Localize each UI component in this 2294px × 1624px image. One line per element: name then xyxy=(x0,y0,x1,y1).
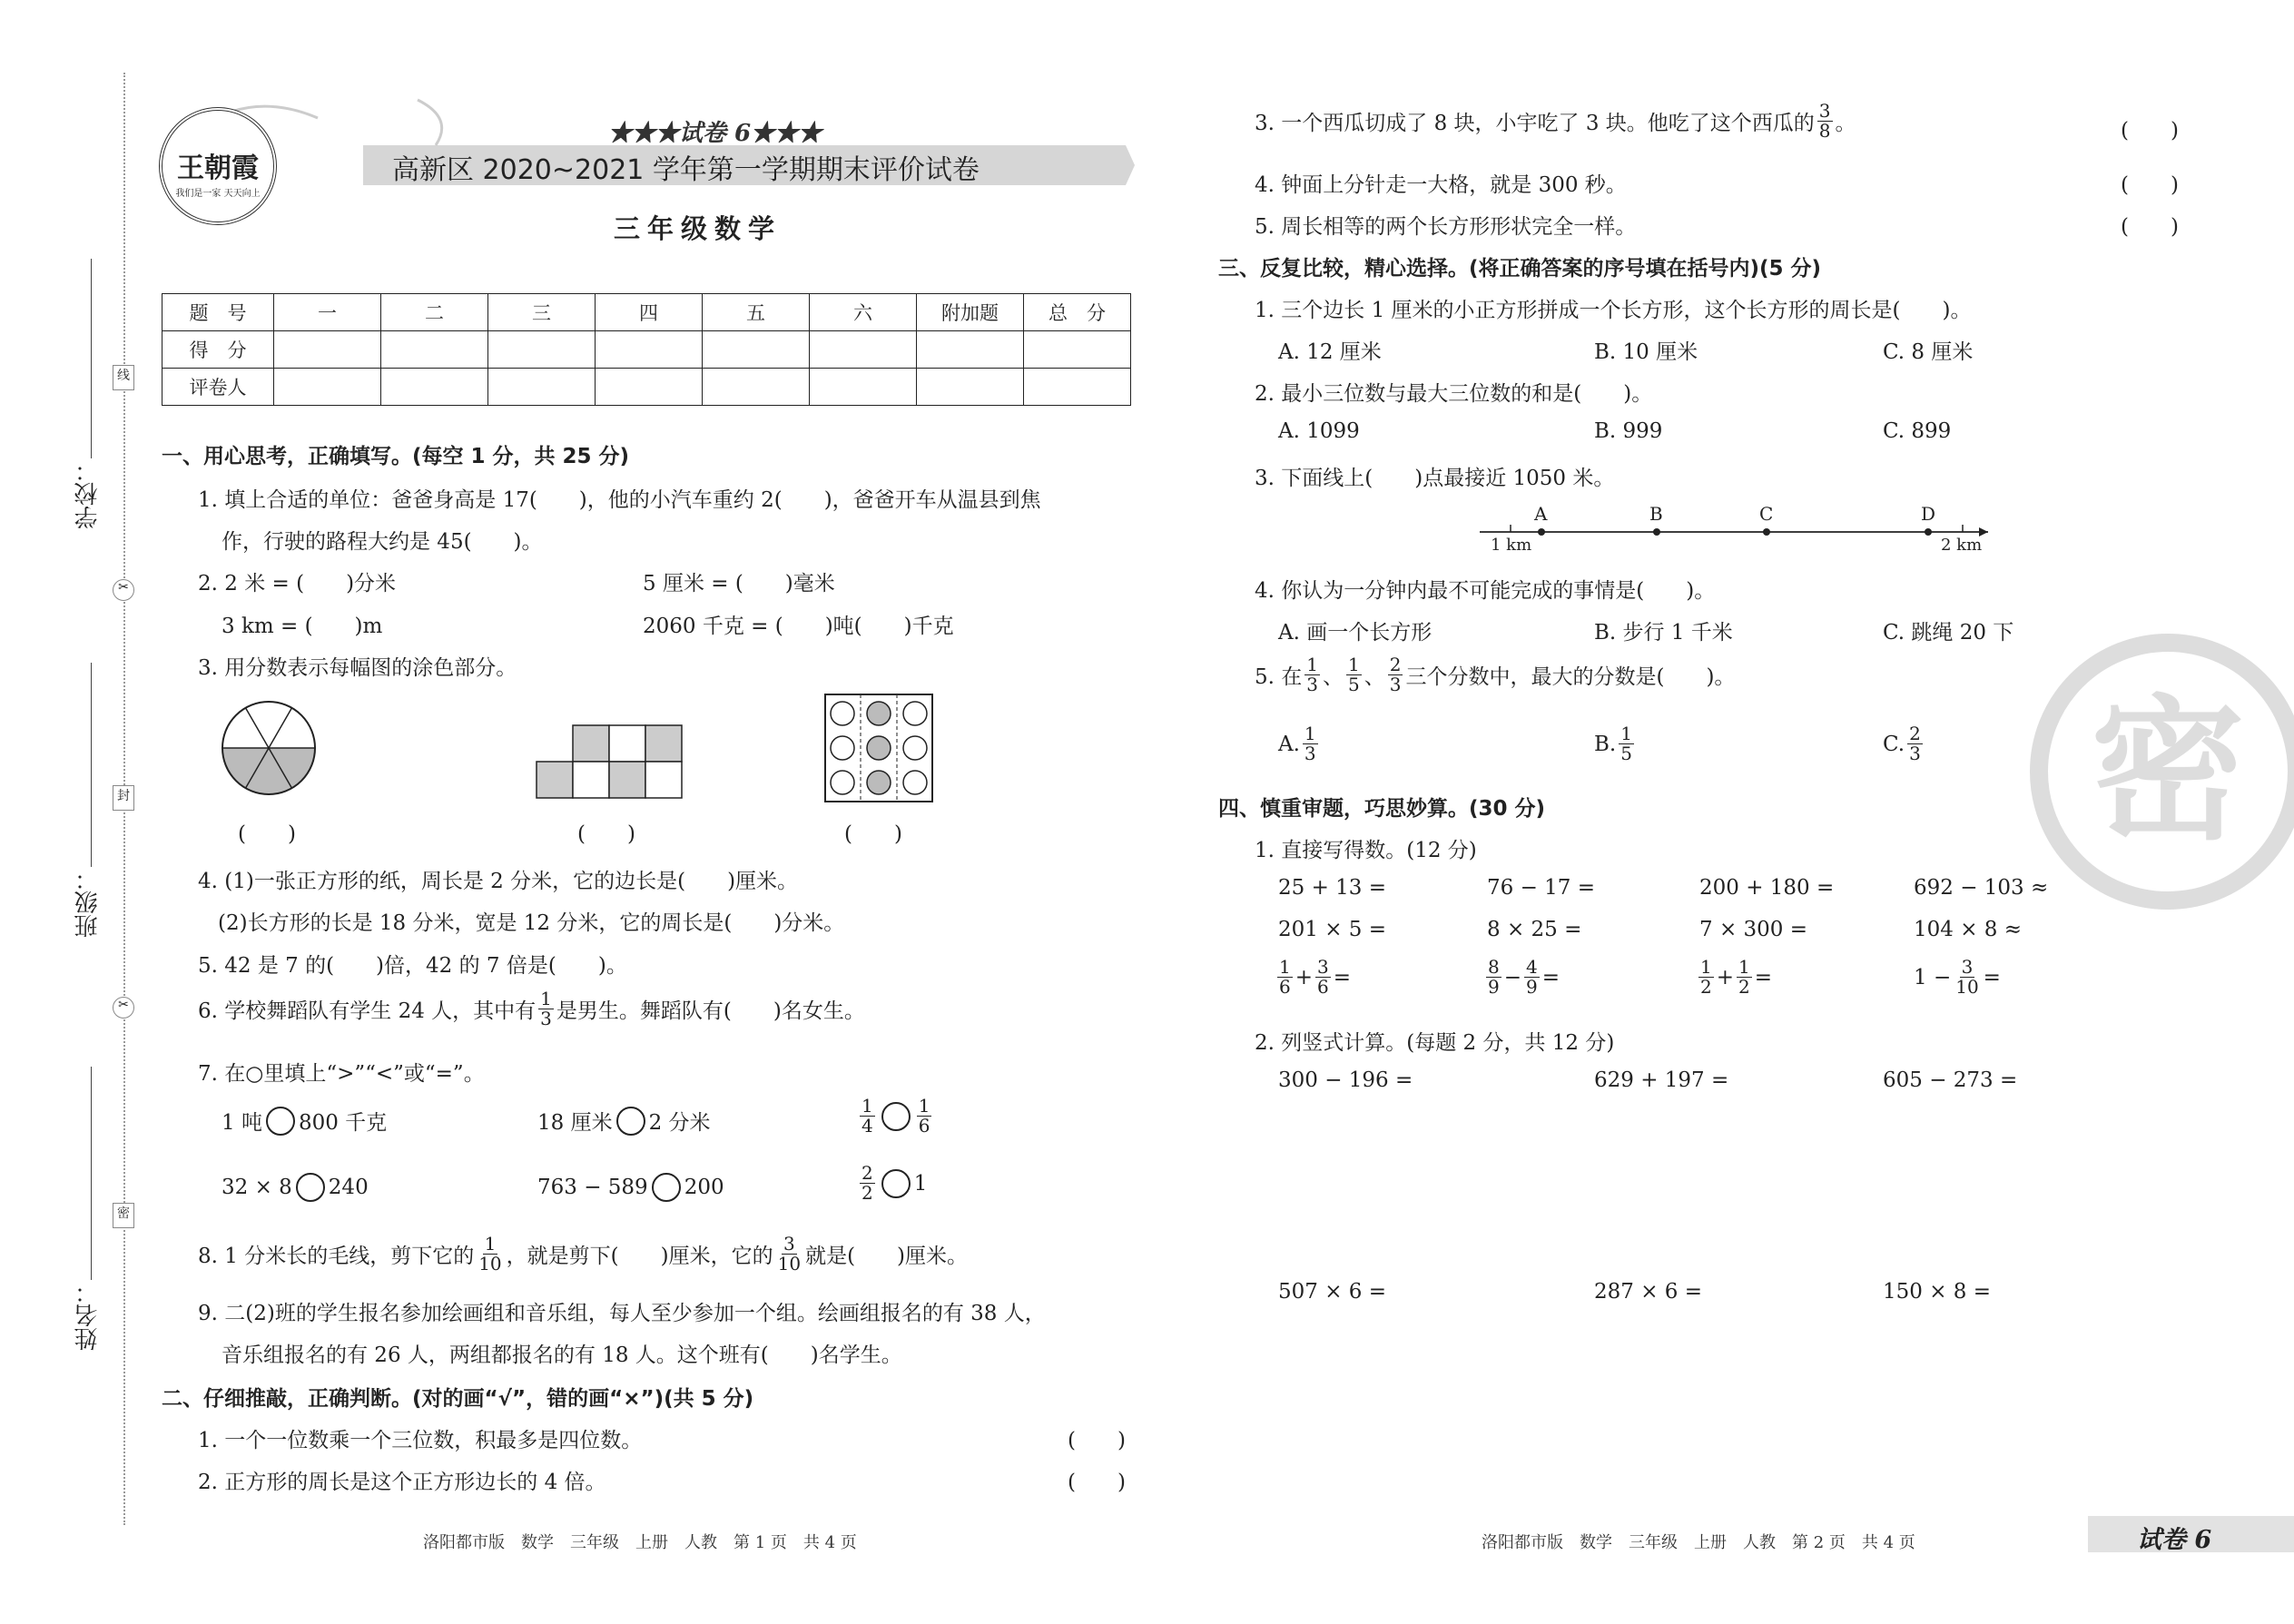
option-letter: B. xyxy=(1594,732,1617,756)
operator: + xyxy=(1295,965,1314,989)
denominator: 9 xyxy=(1526,976,1538,998)
judge-blank[interactable]: ( ) xyxy=(2121,173,2179,197)
score-row xyxy=(162,331,1131,369)
judge-blank[interactable]: ( ) xyxy=(1068,1471,1126,1494)
s4-p1: 1. 直接写得数。(12 分) xyxy=(1255,839,1477,862)
score-header-cell: 题 号 xyxy=(162,294,274,331)
s3-q4: 4. 你认为一分钟内最不可能完成的事情是( )。 xyxy=(1255,579,1716,603)
footer-left: 洛阳都市版 数学 三年级 上册 人教 第 1 页 共 4 页 xyxy=(423,1533,857,1552)
operator: − xyxy=(1503,965,1522,989)
s1-q6a: 6. 学校舞蹈队有学生 24 人，其中有 xyxy=(198,999,537,1023)
operator: + xyxy=(1716,965,1735,989)
answer-blank[interactable]: ( ) xyxy=(844,822,902,846)
compare-right: 2 分米 xyxy=(648,1111,711,1135)
compare-right: 200 xyxy=(684,1176,724,1199)
vertical-calc: 629 + 197 = xyxy=(1594,1068,1729,1092)
compare-right: 800 千克 xyxy=(298,1111,388,1135)
denominator: 5 xyxy=(1620,743,1632,764)
denominator: 6 xyxy=(1317,976,1329,998)
equals: = xyxy=(1983,965,2001,989)
equals: = xyxy=(1541,965,1561,989)
calc-item xyxy=(1696,958,1772,997)
denominator: 9 xyxy=(1488,976,1500,998)
seal-glyph: 密 xyxy=(2090,682,2246,861)
name-line xyxy=(91,1067,92,1280)
s1-q6b: 是男生。舞蹈队有( )名女生。 xyxy=(556,999,865,1023)
school-line xyxy=(91,259,92,458)
vertical-calc: 605 − 273 = xyxy=(1883,1068,2018,1092)
s1-q3: 3. 用分数表示每幅图的涂色部分。 xyxy=(198,656,517,680)
compare-circle[interactable] xyxy=(616,1107,645,1136)
numerator: 4 xyxy=(1526,956,1538,978)
school-label: 学校： xyxy=(74,458,102,529)
numerator: 3 xyxy=(1818,100,1831,122)
calc-item: 201 × 5 = xyxy=(1278,918,1387,941)
numerator: 1 xyxy=(1304,723,1316,744)
score-header-cell: 总 分 xyxy=(1024,294,1131,331)
calc-item: 25 + 13 = xyxy=(1278,876,1387,900)
numerator: 8 xyxy=(1488,956,1500,978)
denominator: 4 xyxy=(861,1115,873,1137)
point-label-c: C xyxy=(1759,503,1774,525)
compare-left: 1 吨 xyxy=(222,1111,262,1135)
denominator: 10 xyxy=(1955,976,1979,998)
denominator: 10 xyxy=(777,1253,802,1275)
numerator: 3 xyxy=(1961,956,1974,978)
numerator: 2 xyxy=(1909,723,1921,744)
option[interactable] xyxy=(1883,724,1925,763)
vertical-calc: 150 × 8 = xyxy=(1883,1280,1992,1304)
denominator: 6 xyxy=(918,1115,930,1137)
tick-label-left: 1 km xyxy=(1491,536,1532,555)
logo-text: 王朝霞 xyxy=(177,153,259,184)
denominator: 3 xyxy=(540,1008,552,1029)
section3-title: 三、反复比较，精心选择。(将正确答案的序号填在括号内)(5 分) xyxy=(1218,257,1822,281)
numerator: 3 xyxy=(1317,956,1329,978)
calc-item xyxy=(1483,958,1560,997)
score-cell[interactable] xyxy=(488,331,596,369)
s2-q3-end: 。 xyxy=(1835,112,1856,135)
score-header-cell: 四 xyxy=(596,294,703,331)
calc-item: 76 − 17 = xyxy=(1487,876,1596,900)
option[interactable]: B. 999 xyxy=(1594,419,1663,443)
logo-badge xyxy=(159,107,277,225)
denominator: 8 xyxy=(1818,120,1831,142)
class-line xyxy=(91,663,92,867)
denominator: 3 xyxy=(1389,674,1402,695)
s1-q2c: 3 km = ( )m xyxy=(222,615,383,638)
s3-q3: 3. 下面线上( )点最接近 1050 米。 xyxy=(1255,467,1615,490)
name-label: 姓名： xyxy=(74,1280,102,1351)
equals: = xyxy=(1754,965,1773,989)
s2-q3a: 3. 一个西瓜切成了 8 块，小宇吃了 3 块。他吃了这个西瓜的 xyxy=(1255,112,1815,135)
page-subtitle: 三年级数学 xyxy=(614,213,783,244)
answer-blank[interactable]: ( ) xyxy=(577,822,635,846)
squares-figure xyxy=(536,724,683,799)
score-cell[interactable] xyxy=(274,331,381,369)
section1-title: 一、用心思考，正确填写。(每空 1 分，共 25 分) xyxy=(162,445,630,468)
denominator: 2 xyxy=(861,1182,873,1204)
s1-q9a: 9. 二(2)班的学生报名参加绘画组和音乐组，每人至少参加一个组。绘画组报名的有 38 人， xyxy=(198,1302,1046,1325)
denominator: 3 xyxy=(1304,743,1316,764)
s2-q5: 5. 周长相等的两个长方形形状完全一样。 xyxy=(1255,215,1637,239)
denominator: 3 xyxy=(1909,743,1921,764)
option[interactable]: A. 画一个长方形 xyxy=(1278,621,1433,645)
compare-circle[interactable] xyxy=(266,1107,295,1136)
numerator: 1 xyxy=(918,1095,930,1117)
grader-cell[interactable] xyxy=(703,369,810,406)
score-header-cell: 三 xyxy=(488,294,596,331)
s1-q8 xyxy=(198,1235,968,1274)
grader-cell[interactable] xyxy=(488,369,596,406)
answer-blank[interactable]: ( ) xyxy=(238,822,296,846)
s1-q7: 7. 在○里填上“>”“<”或“=”。 xyxy=(198,1062,485,1086)
s3-q1: 1. 三个边长 1 厘米的小正方形拼成一个长方形，这个长方形的周长是( )。 xyxy=(1255,299,1972,322)
option[interactable]: C. 跳绳 20 下 xyxy=(1883,621,2014,645)
s2-q2: 2. 正方形的周长是这个正方形边长的 4 倍。 xyxy=(198,1471,606,1494)
option-letter: A. xyxy=(1278,732,1300,756)
s1-q2a: 2. 2 米 = ( )分米 xyxy=(198,572,397,595)
calc-item xyxy=(1914,958,2001,997)
s1-q2d: 2060 千克 = ( )吨( )千克 xyxy=(643,615,954,638)
grader-cell[interactable] xyxy=(1024,369,1131,406)
s1-q4b: (2)长方形的长是 18 分米，宽是 12 分米，它的周长是( )分米。 xyxy=(218,911,845,935)
score-cell[interactable] xyxy=(381,331,488,369)
numerator: 1 xyxy=(1738,956,1750,978)
numerator: 1 xyxy=(1279,956,1291,978)
compare-circle[interactable] xyxy=(652,1173,681,1202)
option-letter: C. xyxy=(1883,732,1905,756)
paper-badge: ★★★试卷 6★★★ xyxy=(608,120,822,147)
s1-q2b: 5 厘米 = ( )毫米 xyxy=(643,572,835,595)
denominator: 2 xyxy=(1700,976,1712,998)
fraction-one-third xyxy=(538,989,554,1029)
cut-icon: ✂ xyxy=(113,579,134,601)
option[interactable]: C. 8 厘米 xyxy=(1883,340,1974,364)
numerator: 1 xyxy=(1700,956,1712,978)
compare-right: 1 xyxy=(913,1171,928,1196)
dots-grid-figure xyxy=(824,694,933,802)
grader-cell[interactable] xyxy=(596,369,703,406)
vertical-calc: 507 × 6 = xyxy=(1278,1280,1387,1304)
option[interactable]: A. 1099 xyxy=(1278,419,1360,443)
numerator: 2 xyxy=(861,1162,873,1184)
s1-q8c: 就是( )厘米。 xyxy=(805,1245,969,1268)
calc-item: 8 × 25 = xyxy=(1487,918,1582,941)
compare-right: 240 xyxy=(328,1176,369,1199)
section2-title: 二、仔细推敲，正确判断。(对的画“√”，错的画“×”)(共 5 分) xyxy=(162,1387,754,1411)
score-cell[interactable] xyxy=(596,331,703,369)
calc-item: 692 − 103 ≈ xyxy=(1914,876,2049,900)
calc-item: 104 × 8 ≈ xyxy=(1914,918,2023,941)
compare-row xyxy=(222,1173,369,1202)
score-header-cell: 附加题 xyxy=(917,294,1024,331)
numerator: 1 xyxy=(1348,654,1360,675)
denominator: 5 xyxy=(1348,674,1360,695)
s1-q6 xyxy=(198,989,865,1029)
compare-left: 763 − 589 xyxy=(537,1176,648,1199)
s1-q5: 5. 42 是 7 的( )倍，42 的 7 倍是( )。 xyxy=(198,954,627,978)
option[interactable]: B. 步行 1 千米 xyxy=(1594,621,1733,645)
s3-q5: 5. 在 $\frac{1}{3}$ 、 $\frac{1}{5}$ 、 $\frac{2}{3}$ 三个分数中，最大的分数是( )。 xyxy=(1255,654,1736,695)
compare-row xyxy=(537,1173,724,1202)
cut-icon: ✂ xyxy=(113,997,134,1019)
point-label-b: B xyxy=(1649,503,1663,525)
grader-cell[interactable] xyxy=(810,369,917,406)
denominator: 10 xyxy=(478,1253,502,1275)
score-cell[interactable] xyxy=(810,331,917,369)
score-cell[interactable] xyxy=(703,331,810,369)
compare-row xyxy=(857,1164,927,1203)
score-header-cell: 一 xyxy=(274,294,381,331)
score-row-label: 得 分 xyxy=(162,331,274,369)
numerator: 2 xyxy=(1389,654,1402,675)
option[interactable]: B. 10 厘米 xyxy=(1594,340,1698,364)
point-label-d: D xyxy=(1921,503,1936,525)
s4-p2: 2. 列竖式计算。(每题 2 分，共 12 分) xyxy=(1255,1031,1615,1055)
denominator: 2 xyxy=(1738,976,1750,998)
grader-cell[interactable] xyxy=(274,369,381,406)
s1-q8a: 8. 1 分米长的毛线，剪下它的 xyxy=(198,1245,475,1268)
s1-q9b: 音乐组报名的有 26 人，两组都报名的有 18 人。这个班有( )名学生。 xyxy=(222,1343,902,1367)
s3-q5a: 5. 在 xyxy=(1255,665,1303,689)
numerator: 1 xyxy=(484,1233,497,1255)
s2-q1: 1. 一个一位数乘一个三位数，积最多是四位数。 xyxy=(198,1429,643,1452)
compare-left: 18 厘米 xyxy=(537,1111,613,1135)
calc-item: 7 × 300 = xyxy=(1699,918,1808,941)
seal-mark: 封 xyxy=(113,785,134,811)
secret-mark: 密 xyxy=(113,1203,134,1228)
number-line xyxy=(1471,505,1997,559)
compare-row xyxy=(857,1097,934,1136)
s3-q2: 2. 最小三位数与最大三位数的和是( )。 xyxy=(1255,382,1653,406)
compare-row xyxy=(537,1106,711,1136)
operator: 1 − xyxy=(1914,965,1952,989)
score-header-cell: 二 xyxy=(381,294,488,331)
denominator: 3 xyxy=(1306,674,1318,695)
s3-q5b: 三个分数中，最大的分数是( )。 xyxy=(1405,665,1736,689)
logo-sub2: 天天向上 xyxy=(223,189,261,199)
compare-row xyxy=(222,1106,387,1136)
numerator: 1 xyxy=(1306,654,1318,675)
option[interactable] xyxy=(1278,724,1321,763)
judge-blank[interactable]: ( ) xyxy=(2121,119,2179,143)
numerator: 1 xyxy=(1620,723,1632,744)
numerator: 3 xyxy=(783,1233,795,1255)
calc-item: 200 + 180 = xyxy=(1699,876,1835,900)
score-header-cell: 六 xyxy=(810,294,917,331)
judge-blank[interactable]: ( ) xyxy=(1068,1429,1126,1452)
s1-q1b: 作，行驶的路程大约是 45( )。 xyxy=(222,530,543,554)
logo-sub1: 我们是一家 xyxy=(175,189,222,199)
score-cell[interactable] xyxy=(1024,331,1131,369)
score-header-row xyxy=(162,294,1131,331)
s1-q8b: ，就是剪下( )厘米，它的 xyxy=(506,1245,773,1268)
s1-q1a: 1. 填上合适的单位：爸爸身高是 17( )，他的小汽车重约 2( )，爸爸开车从温县到焦 xyxy=(198,488,1041,512)
calc-item xyxy=(1275,958,1351,997)
footer-tag: 试卷 6 xyxy=(2137,1526,2212,1554)
grader-cell[interactable] xyxy=(381,369,488,406)
judge-blank[interactable]: ( ) xyxy=(2121,215,2179,239)
section4-title: 四、慎重审题，巧思妙算。(30 分) xyxy=(1218,797,1546,821)
compare-circle[interactable] xyxy=(296,1173,325,1202)
vertical-calc: 287 × 6 = xyxy=(1594,1280,1703,1304)
numerator: 1 xyxy=(861,1095,873,1117)
page-title: 高新区 2020~2021 学年第一学期期末评价试卷 xyxy=(392,154,980,186)
option[interactable]: A. 12 厘米 xyxy=(1278,340,1382,364)
tick-label-right: 2 km xyxy=(1941,536,1983,555)
numerator: 1 xyxy=(540,988,552,1009)
circle-sixths-figure xyxy=(218,697,320,799)
score-header-cell: 五 xyxy=(703,294,810,331)
vertical-calc: 300 − 196 = xyxy=(1278,1068,1413,1092)
option[interactable]: C. 899 xyxy=(1883,419,1952,443)
compare-circle[interactable] xyxy=(881,1169,911,1198)
class-label: 班级： xyxy=(74,867,102,938)
grader-row xyxy=(162,369,1131,406)
point-label-a: A xyxy=(1534,503,1548,525)
compare-left: 32 × 8 xyxy=(222,1176,292,1199)
compare-circle[interactable] xyxy=(881,1102,911,1131)
secret-seal-watermark xyxy=(2023,626,2294,917)
s2-q3 xyxy=(1255,102,1856,141)
s2-q4: 4. 钟面上分针走一大格，就是 300 秒。 xyxy=(1255,173,1627,197)
footer-right: 洛阳都市版 数学 三年级 上册 人教 第 2 页 共 4 页 xyxy=(1482,1533,1915,1552)
score-cell[interactable] xyxy=(917,331,1024,369)
line-mark: 线 xyxy=(113,365,134,390)
s1-q4a: 4. (1)一张正方形的纸，周长是 2 分米，它的边长是( )厘米。 xyxy=(198,870,799,893)
equals: = xyxy=(1333,965,1352,989)
denominator: 6 xyxy=(1279,976,1291,998)
grader-cell[interactable] xyxy=(917,369,1024,406)
option[interactable] xyxy=(1594,724,1637,763)
score-table xyxy=(162,293,1131,406)
grader-row-label: 评卷人 xyxy=(162,369,274,406)
